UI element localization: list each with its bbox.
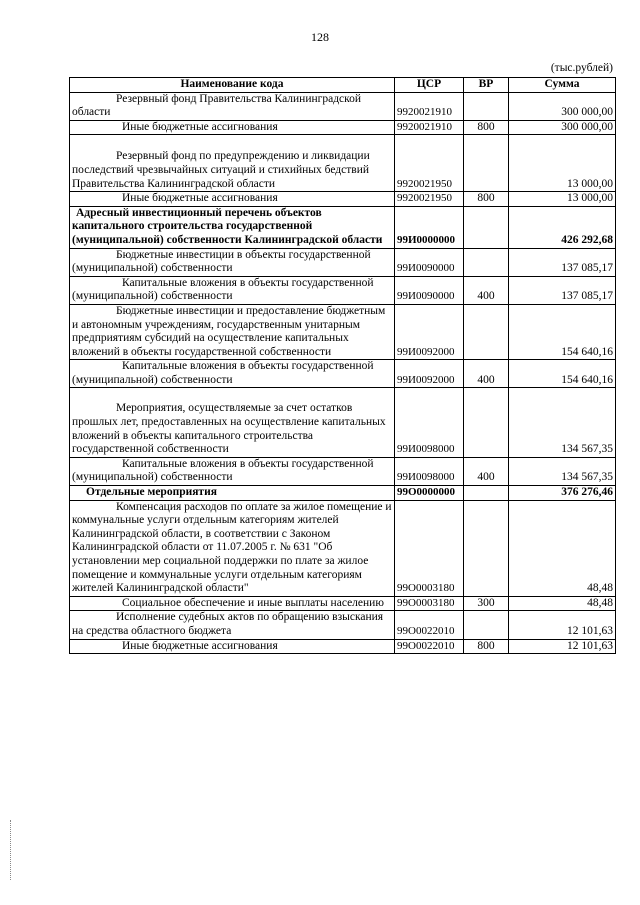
header-name: Наименование кода [70,78,395,93]
row-name-cell [70,248,395,276]
row-csr: 9920021950 [395,192,464,207]
scan-edge-mark [10,820,12,880]
table-row [70,596,616,611]
budget-table [69,77,616,654]
units-label: (тыс.рублей) [550,62,613,74]
row-name-cell [70,596,395,611]
row-name: Иные бюджетные ассигнования [122,639,278,652]
row-vr [464,388,509,457]
header-sum: Сумма [509,78,616,93]
row-name: Компенсация расходов по оплате за жилое помещение и коммунальные услуги отдельным категориям жителей Калининградской области, в соответствии с Законом Калининградской области от 11.07.2005 г. № 631 "Об установлении мер социальной поддержки по плате за жилое помещение и коммунальные услуги отдельным категориям жителей Калининградской области" [72,500,392,595]
row-vr: 800 [464,192,509,207]
row-name-cell [70,304,395,359]
row-vr [464,135,509,192]
row-vr: 300 [464,596,509,611]
header-csr: ЦСР [395,78,464,93]
row-sum: 134 567,35 [509,388,616,457]
row-vr [464,206,509,248]
row-name-cell [70,611,395,639]
row-sum: 300 000,00 [509,120,616,135]
row-name-cell [70,276,395,304]
row-vr [464,611,509,639]
table-row [70,135,616,192]
row-vr: 800 [464,120,509,135]
row-name-cell [70,135,395,192]
row-name: Бюджетные инвестиции в объекты государственной (муниципальной) собственности [72,248,371,275]
row-sum: 137 085,17 [509,276,616,304]
row-name-cell [70,206,395,248]
row-csr: 99И0092000 [395,360,464,388]
row-name: Исполнение судебных актов по обращению взыскания на средства областного бюджета [72,611,384,637]
row-sum: 134 567,35 [509,457,616,485]
table-header-row [70,78,616,93]
row-csr: 99И0090000 [395,248,464,276]
page-number: 128 [311,30,329,44]
table-row [70,248,616,276]
row-csr: 99О0000000 [395,486,464,501]
row-sum: 300 000,00 [509,92,616,120]
row-name-cell [70,192,395,207]
row-csr: 99И0092000 [395,304,464,359]
table-row [70,486,616,501]
row-name: Капитальные вложения в объекты государственной (муниципальной) собственности [72,276,374,303]
table-row [70,457,616,485]
row-name-cell [70,92,395,120]
table-row [70,388,616,457]
row-name-cell [70,388,395,457]
row-csr: 99И0098000 [395,388,464,457]
row-sum: 376 276,46 [509,486,616,501]
row-name: Иные бюджетные ассигнования [122,192,278,205]
row-vr: 800 [464,639,509,654]
row-csr: 99О0003180 [395,500,464,596]
row-name-cell [70,120,395,135]
row-vr [464,500,509,596]
row-name: Мероприятия, осуществляемые за счет остатков прошлых лет, предоставленных на осуществление капитальных вложений в объекты капитального строительства государственной собственности [72,402,386,456]
row-name-cell [70,457,395,485]
row-vr [464,486,509,501]
row-csr: 99О0022010 [395,639,464,654]
row-vr [464,304,509,359]
table-row [70,611,616,639]
table-row [70,92,616,120]
row-csr: 9920021910 [395,92,464,120]
row-sum: 12 101,63 [509,639,616,654]
row-csr: 99О0003180 [395,596,464,611]
row-name: Отдельные мероприятия [86,486,217,499]
row-name: Резервный фонд по предупреждению и ликвидации последствий чрезвычайных ситуаций и стихийных бедствий Правительства Калининградской области [72,150,370,190]
row-name: Адресный инвестиционный перечень объектов капитального строительства государственной (муниципальной) собственности Калининградской области [72,206,383,246]
row-sum: 154 640,16 [509,360,616,388]
row-sum: 154 640,16 [509,304,616,359]
row-name: Иные бюджетные ассигнования [122,120,278,133]
row-vr [464,248,509,276]
row-name-cell [70,360,395,388]
row-vr: 400 [464,360,509,388]
row-csr: 99И0098000 [395,457,464,485]
row-name: Резервный фонд Правительства Калининградской области [72,92,362,119]
table-row [70,304,616,359]
row-sum: 13 000,00 [509,135,616,192]
row-vr [464,92,509,120]
row-sum: 48,48 [509,596,616,611]
row-csr: 99И0000000 [395,206,464,248]
table-row [70,500,616,596]
row-name: Социальное обеспечение и иные выплаты населению [122,596,384,609]
row-vr: 400 [464,276,509,304]
row-csr: 99О0022010 [395,611,464,639]
row-sum: 13 000,00 [509,192,616,207]
table-row [70,360,616,388]
row-sum: 426 292,68 [509,206,616,248]
header-vr: ВР [464,78,509,93]
table-row [70,276,616,304]
row-name: Бюджетные инвестиции и предоставление бюджетным и автономным учреждениям, государственным унитарным предприятиям субсидий на осуществление капитальных вложений в объекты государственной собственности [72,304,386,358]
row-csr: 99И0090000 [395,276,464,304]
row-name-cell [70,500,395,596]
row-sum: 137 085,17 [509,248,616,276]
table-row [70,206,616,248]
table-row [70,120,616,135]
row-name-cell [70,486,395,501]
row-sum: 48,48 [509,500,616,596]
row-name-cell [70,639,395,654]
row-csr: 9920021910 [395,120,464,135]
row-name: Капитальные вложения в объекты государственной (муниципальной) собственности [72,457,374,484]
row-sum: 12 101,63 [509,611,616,639]
row-name: Капитальные вложения в объекты государственной (муниципальной) собственности [72,360,374,386]
row-vr: 400 [464,457,509,485]
table-row [70,192,616,207]
table-row [70,639,616,654]
row-csr: 9920021950 [395,135,464,192]
